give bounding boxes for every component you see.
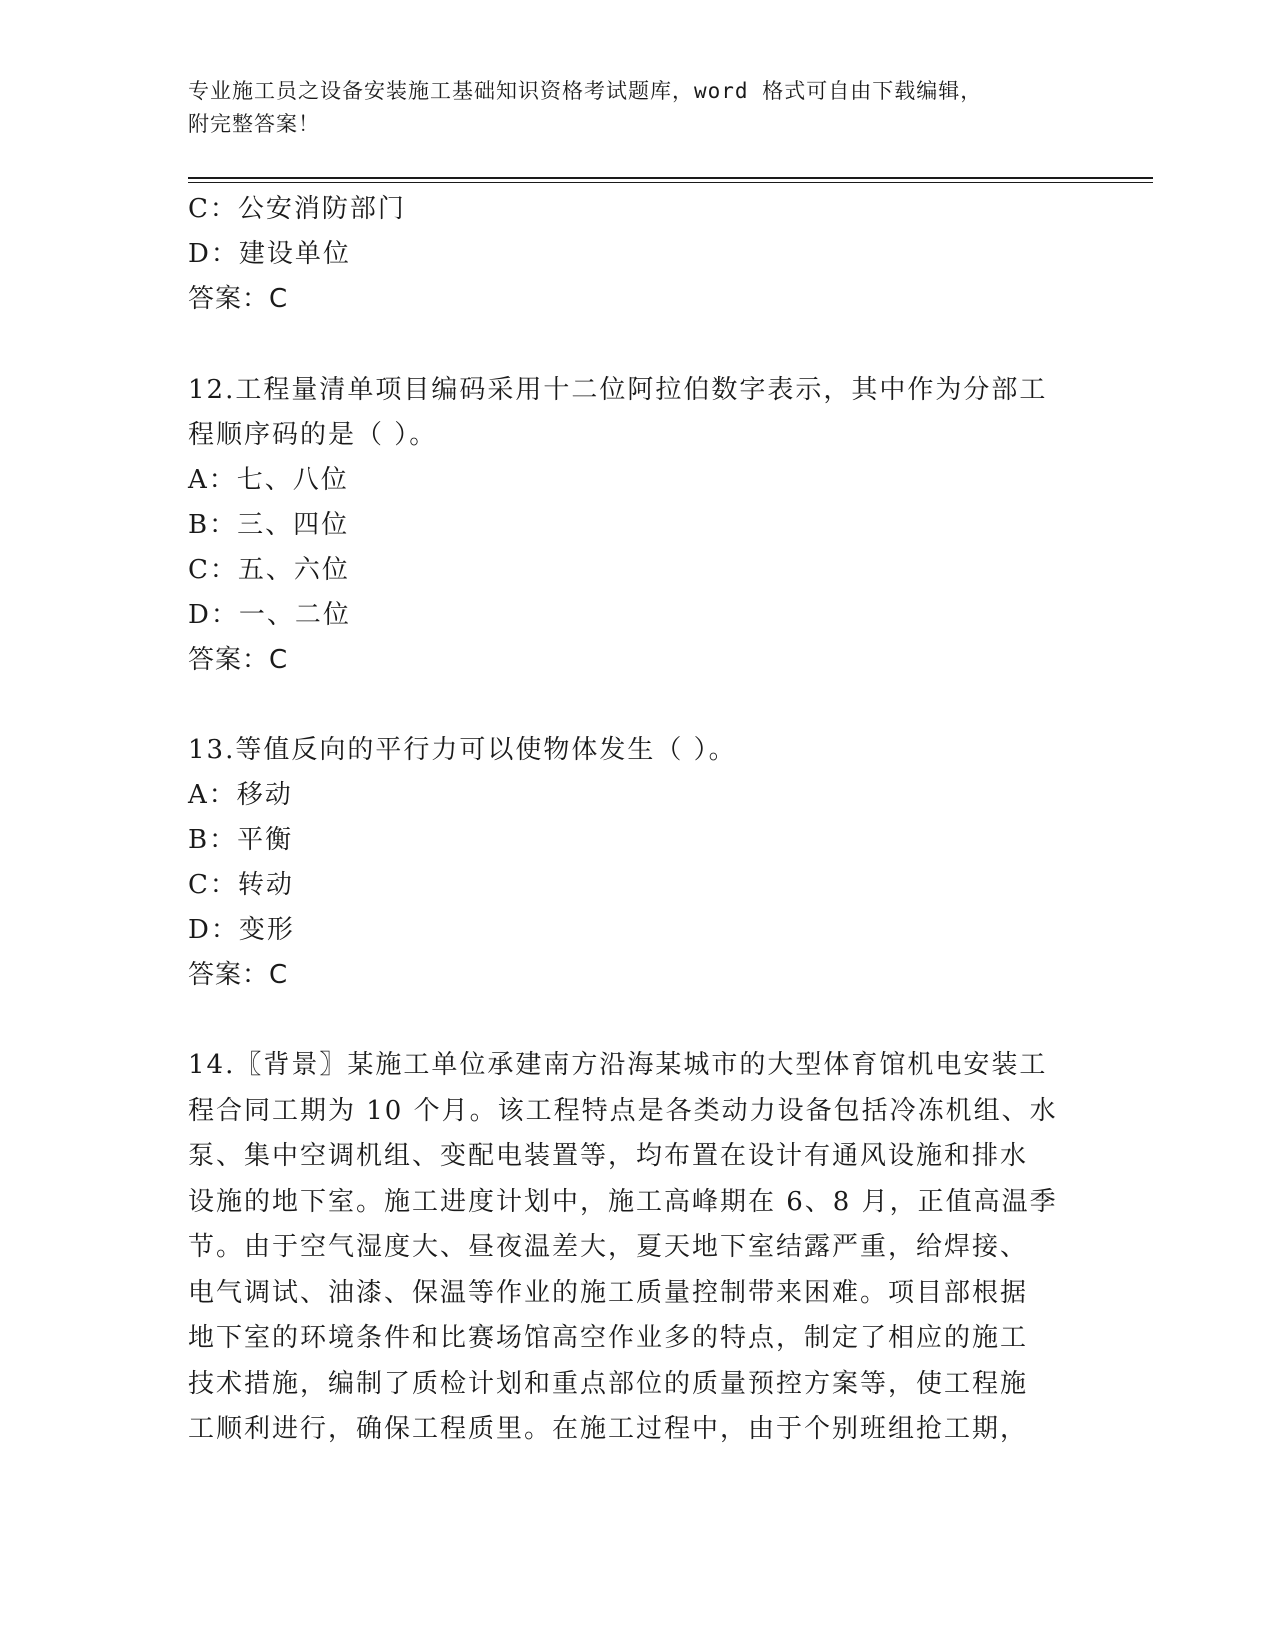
q12-stem-line-2: 程顺序码的是（ ）。	[188, 420, 438, 450]
q14-line: 设施的地下室。施工进度计划中，施工高峰期在 6、8 月，正值高温季	[188, 1186, 1058, 1217]
q14-line: 工顺利进行，确保工程质里。在施工过程中，由于个别班组抢工期，	[188, 1414, 1029, 1444]
q12-answer: 答案：C	[188, 645, 289, 675]
q14-line: 程合同工期为 10 个月。该工程特点是各类动力设备包括冷冻机组、水	[188, 1095, 1058, 1126]
header-line-2: 附完整答案！	[188, 112, 320, 136]
q13-answer: 答案：C	[188, 960, 289, 990]
q13-option-b: B：平衡	[188, 825, 294, 855]
q12-option-d: D：一、二位	[188, 600, 351, 630]
q12-option-c: C：五、六位	[188, 555, 350, 585]
header-divider-thin	[188, 182, 1153, 183]
q13-stem: 13.等值反向的平行力可以使物体发生（ ）。	[188, 735, 737, 765]
q11-option-c: C：公安消防部门	[188, 194, 406, 224]
q14-line: 节。由于空气湿度大、昼夜温差大，夏天地下室结露严重，给焊接、	[188, 1232, 1029, 1262]
q13-option-d: D：变形	[188, 915, 295, 945]
q12-option-b: B：三、四位	[188, 510, 350, 540]
q13-option-c: C：转动	[188, 870, 294, 900]
q14-line: 14.〖背景〗某施工单位承建南方沿海某城市的大型体育馆机电安装工	[188, 1050, 1048, 1080]
q14-line: 电气调试、油漆、保温等作业的施工质量控制带来困难。项目部根据	[188, 1277, 1029, 1308]
header-divider-thick	[188, 177, 1153, 179]
q14-line: 地下室的环境条件和比赛场馆高空作业多的特点，制定了相应的施工	[188, 1323, 1029, 1353]
q12-option-a: A：七、八位	[188, 465, 349, 495]
q11-answer: 答案：C	[188, 284, 289, 314]
q14-line: 技术措施，编制了质检计划和重点部位的质量预控方案等，使工程施	[188, 1368, 1029, 1399]
q14-line: 泵、集中空调机组、变配电装置等，均布置在设计有通风设施和排水	[188, 1141, 1029, 1171]
q14-passage	[188, 1043, 1083, 1453]
q11-option-d: D：建设单位	[188, 239, 351, 269]
q13-option-a: A：移动	[188, 780, 293, 810]
q12-stem-line-1: 12.工程量清单项目编码采用十二位阿拉伯数字表示，其中作为分部工	[188, 375, 1048, 405]
header-line-1: 专业施工员之设备安装施工基础知识资格考试题库，word 格式可自由下载编辑，	[188, 79, 983, 103]
document-header	[188, 75, 1068, 141]
